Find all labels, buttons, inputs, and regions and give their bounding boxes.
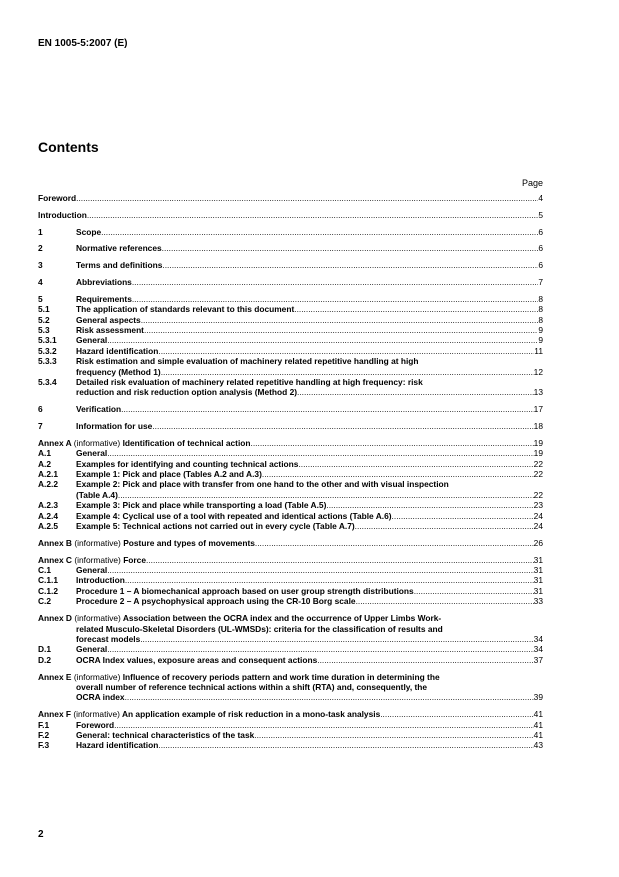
- annex-label: Annex E: [38, 671, 72, 682]
- toc-entry-title: General: [76, 644, 108, 655]
- toc-entry-number: C.1.2: [38, 585, 59, 596]
- toc-entry-page: 37: [533, 654, 543, 665]
- toc-entry-page: 19: [533, 448, 543, 459]
- informative-label: (informative): [74, 537, 121, 548]
- toc-entry-title: Example 3: Pick and place while transporting a load (Table A.5): [76, 500, 327, 511]
- toc-entry-title: An application example of risk reduction in a mono-task analysis: [121, 709, 381, 720]
- toc-entry-page: 6: [538, 226, 543, 237]
- toc-entry[interactable]: [38, 294, 543, 304]
- toc-entry-title: Example 2: Pick and place with transfer from one hand to the other and with visual inspection: [76, 479, 449, 490]
- dot-leader: [392, 511, 534, 521]
- toc-entry-title: General: [76, 335, 108, 346]
- dot-leader: [152, 421, 533, 431]
- toc-entry[interactable]: [38, 335, 543, 345]
- toc-entry-title: Force: [123, 554, 146, 565]
- dot-leader: [162, 260, 538, 270]
- toc-entry-number: 5.3.1: [38, 335, 57, 346]
- toc-entry[interactable]: [38, 596, 543, 606]
- dot-leader: [158, 346, 534, 356]
- page-column-label: Page: [521, 178, 543, 188]
- dot-leader: [380, 709, 533, 719]
- dot-leader: [107, 644, 533, 654]
- toc-entry-title: Abbreviations: [76, 276, 132, 287]
- toc-entry-page: 13: [533, 387, 543, 398]
- toc-entry-page: 6: [538, 260, 543, 271]
- annex-label: Annex B: [38, 537, 72, 548]
- toc-entry-page: 31: [533, 585, 543, 596]
- dot-leader: [76, 193, 538, 203]
- toc-entry[interactable]: [38, 672, 543, 703]
- toc-entry-number: D.2: [38, 654, 52, 665]
- toc-entry-title: General: [76, 565, 108, 576]
- toc-entry-title: Procedure 1 – A biomechanical approach based on user group strength distributions: [76, 585, 414, 596]
- toc-entry-page: 17: [533, 404, 543, 415]
- document-header: EN 1005-5:2007 (E): [38, 38, 128, 49]
- dot-leader: [121, 404, 534, 414]
- toc-entry-page: 8: [538, 314, 543, 325]
- toc-entry-page: 31: [533, 565, 543, 576]
- toc-entry-title: Posture and types of movements: [123, 537, 255, 548]
- toc-entry-number: 7: [38, 421, 43, 432]
- toc-entry-title: frequency (Method 1): [76, 366, 161, 377]
- toc-entry-title: Example 5: Technical actions not carried out in every cycle (Table A.7): [76, 521, 355, 532]
- dot-leader: [326, 500, 533, 510]
- page-title: Contents: [38, 139, 99, 155]
- toc-entry-number: 1: [38, 226, 43, 237]
- toc-entry[interactable]: [38, 260, 543, 270]
- informative-label: (informative): [74, 554, 121, 565]
- dot-leader: [355, 521, 534, 531]
- toc-entry-page: 43: [533, 740, 543, 751]
- toc-entry-page: 4: [538, 193, 543, 203]
- toc-entry-page: 12: [533, 366, 543, 377]
- dot-leader: [294, 304, 538, 314]
- toc-entry-number: 5.3: [38, 325, 50, 335]
- toc-entry-title: Foreword: [38, 193, 77, 203]
- dot-leader: [107, 565, 533, 575]
- toc-entry-page: 34: [533, 644, 543, 655]
- toc-entry-page: 24: [533, 521, 543, 532]
- toc-entry-page: 24: [533, 510, 543, 521]
- toc-entry-title: Risk estimation and simple evaluation of machinery related repetitive handling at high: [76, 356, 419, 367]
- toc-entry-page: 39: [533, 692, 543, 703]
- dot-leader: [140, 634, 533, 644]
- toc-entry-title: Identification of technical action: [122, 437, 251, 448]
- dot-leader: [125, 692, 534, 702]
- dot-leader: [251, 438, 534, 448]
- dot-leader: [162, 243, 539, 253]
- toc-entry-number: A.2.3: [38, 500, 59, 511]
- toc-entry-number: C.1.1: [38, 575, 59, 586]
- toc-entry[interactable]: [38, 315, 543, 325]
- toc-entry[interactable]: [38, 538, 543, 548]
- toc-entry-title: related Musculo-Skeletal Disorders (UL-WMSDs): criteria for the classification of results and: [76, 623, 443, 634]
- toc-entry[interactable]: [38, 438, 543, 448]
- toc-entry-number: A.2: [38, 458, 52, 469]
- page-number: 2: [38, 829, 44, 840]
- dot-leader: [414, 586, 534, 596]
- toc-entry-title: The application of standards relevant to this document: [76, 304, 295, 315]
- toc-entry-title: Introduction: [38, 209, 87, 220]
- toc-entry-page: 41: [533, 719, 543, 730]
- toc-entry-title: Example 4: Cyclical use of a tool with repeated and identical actions (Table A.6): [76, 510, 392, 521]
- toc-entry-number: 5.2: [38, 314, 50, 325]
- dot-leader: [254, 730, 533, 740]
- dot-leader: [125, 575, 534, 585]
- dot-leader: [107, 448, 533, 458]
- toc-entry[interactable]: [38, 421, 543, 431]
- toc-entry[interactable]: [38, 575, 543, 585]
- toc-entry[interactable]: [38, 511, 543, 521]
- toc-entry-page: 22: [533, 469, 543, 480]
- toc-entry-number: A.2.5: [38, 521, 59, 532]
- dot-leader: [356, 596, 534, 606]
- toc-entry-title: reduction and risk reduction option analysis (Method 2): [76, 387, 298, 398]
- informative-label: (informative): [73, 437, 121, 448]
- informative-label: (informative): [74, 613, 121, 624]
- dot-leader: [317, 655, 533, 665]
- toc-entry-title: Introduction: [76, 575, 125, 586]
- toc-entry-page: 8: [538, 293, 543, 304]
- toc-entry[interactable]: [38, 325, 543, 335]
- toc-entry-title: Hazard identification: [76, 740, 159, 751]
- toc-entry-page: 22: [533, 458, 543, 469]
- toc-entry-title: General aspects: [76, 314, 141, 325]
- toc-entry-page: 31: [533, 554, 543, 565]
- toc-entry-page: 23: [533, 500, 543, 511]
- toc-entry-page: 7: [538, 276, 543, 287]
- toc-entry[interactable]: [38, 304, 543, 314]
- toc-entry-number: 3: [38, 260, 43, 271]
- toc-entry-number: A.2.1: [38, 469, 59, 480]
- toc-entry[interactable]: [38, 565, 543, 575]
- dot-leader: [101, 227, 538, 237]
- toc-entry[interactable]: [38, 586, 543, 596]
- toc-entry[interactable]: [38, 277, 543, 287]
- toc-entry[interactable]: [38, 613, 543, 644]
- dot-leader: [298, 459, 533, 469]
- toc-entry[interactable]: [38, 500, 543, 510]
- toc-entry[interactable]: [38, 521, 543, 531]
- toc-entry-number: 4: [38, 276, 43, 287]
- toc-entry-title: Normative references: [76, 243, 162, 254]
- toc-entry[interactable]: [38, 210, 543, 220]
- dot-leader: [146, 555, 534, 565]
- toc-entry-number: 5.3.4: [38, 377, 57, 388]
- dot-leader: [132, 277, 538, 287]
- toc-entry[interactable]: [38, 709, 543, 719]
- table-of-contents: [38, 193, 543, 751]
- toc-entry-page: 8: [538, 304, 543, 315]
- dot-leader: [118, 490, 534, 500]
- toc-entry-number: 6: [38, 404, 43, 415]
- toc-entry-page: 9: [538, 325, 543, 335]
- toc-entry-number: 2: [38, 243, 43, 254]
- toc-entry-title: Scope: [76, 226, 102, 237]
- toc-entry[interactable]: [38, 243, 543, 253]
- toc-entry-page: 5: [538, 209, 543, 220]
- dot-leader: [297, 387, 534, 397]
- toc-entry-title: Hazard identification: [76, 345, 159, 356]
- toc-entry-page: 19: [533, 437, 543, 448]
- toc-entry[interactable]: [38, 346, 543, 356]
- dot-leader: [262, 469, 534, 479]
- informative-label: (informative): [73, 709, 120, 720]
- toc-entry-page: 26: [533, 537, 543, 548]
- dot-leader: [87, 210, 538, 220]
- toc-entry-number: F.1: [38, 719, 50, 730]
- toc-entry[interactable]: [38, 404, 543, 414]
- toc-entry-title: Influence of recovery periods pattern and work time duration in determining the: [122, 671, 440, 682]
- annex-label: Annex F: [38, 709, 72, 720]
- toc-entry-page: 22: [533, 489, 543, 500]
- toc-entry-title: OCRA Index values, exposure areas and consequent actions: [76, 654, 318, 665]
- toc-entry[interactable]: [38, 479, 543, 500]
- toc-entry[interactable]: [38, 730, 543, 740]
- toc-entry-title: Association between the OCRA index and the occurrence of Upper Limbs Work-: [122, 613, 442, 624]
- toc-entry-number: F.3: [38, 740, 50, 751]
- toc-entry-title: Information for use: [76, 421, 153, 432]
- dot-leader: [132, 294, 538, 304]
- annex-label: Annex A: [38, 437, 72, 448]
- toc-entry-number: D.1: [38, 644, 52, 655]
- dot-leader: [141, 315, 539, 325]
- toc-entry-title: General: technical characteristics of the task: [76, 729, 255, 740]
- dot-leader: [161, 367, 534, 377]
- toc-entry-title: Foreword: [76, 719, 115, 730]
- annex-label: Annex D: [38, 613, 72, 624]
- toc-entry-number: A.1: [38, 448, 52, 459]
- toc-entry-title: Risk assessment: [76, 325, 144, 335]
- toc-entry-title: General: [76, 448, 108, 459]
- toc-entry-title: Procedure 2 – A psychophysical approach using the CR-10 Borg scale: [76, 596, 356, 607]
- toc-entry-title: forecast models: [76, 633, 141, 644]
- toc-entry-page: 34: [533, 633, 543, 644]
- toc-entry-number: 5.1: [38, 304, 50, 315]
- toc-entry[interactable]: [38, 720, 543, 730]
- toc-entry-title: Verification: [76, 404, 122, 415]
- annex-label: Annex C: [38, 554, 72, 565]
- toc-entry[interactable]: [38, 356, 543, 377]
- toc-entry[interactable]: [38, 740, 543, 750]
- toc-entry[interactable]: [38, 448, 543, 458]
- toc-entry-title: (Table A.4): [76, 489, 118, 500]
- toc-entry-number: A.2.4: [38, 510, 59, 521]
- toc-entry[interactable]: [38, 227, 543, 237]
- toc-entry[interactable]: [38, 655, 543, 665]
- toc-entry-page: 18: [533, 421, 543, 432]
- toc-entry-number: A.2.2: [38, 479, 59, 490]
- toc-entry-page: 41: [533, 709, 543, 720]
- toc-entry-number: C.2: [38, 596, 52, 607]
- toc-entry[interactable]: [38, 459, 543, 469]
- toc-entry-number: F.2: [38, 729, 50, 740]
- toc-entry-title: OCRA index: [76, 692, 125, 703]
- toc-entry-title: Detailed risk evaluation of machinery related repetitive handling at high frequency: risk: [76, 377, 423, 388]
- toc-entry-number: 5.3.3: [38, 356, 57, 367]
- toc-entry-page: 6: [538, 243, 543, 254]
- toc-entry-title: Example 1: Pick and place (Tables A.2 and A.3): [76, 469, 262, 480]
- toc-entry-title: Examples for identifying and counting technical actions: [76, 458, 299, 469]
- dot-leader: [255, 538, 534, 548]
- toc-entry-title: Terms and definitions: [76, 260, 163, 271]
- toc-entry[interactable]: [38, 469, 543, 479]
- toc-entry-title: Requirements: [76, 293, 132, 304]
- toc-entry-page: 31: [533, 575, 543, 586]
- toc-entry[interactable]: [38, 644, 543, 654]
- toc-entry-page: 41: [533, 729, 543, 740]
- dot-leader: [114, 720, 534, 730]
- toc-entry[interactable]: [38, 193, 543, 203]
- toc-entry-page: 9: [538, 335, 543, 346]
- informative-label: (informative): [73, 671, 121, 682]
- toc-entry-number: 5.3.2: [38, 345, 57, 356]
- toc-entry-title: overall number of reference technical actions within a shift (RTA) and, consequently, the: [76, 681, 428, 692]
- dot-leader: [107, 335, 538, 345]
- toc-entry-number: 5: [38, 293, 43, 304]
- toc-entry[interactable]: [38, 555, 543, 565]
- dot-leader: [158, 740, 533, 750]
- toc-entry-number: C.1: [38, 565, 52, 576]
- toc-entry-page: 11: [534, 345, 543, 356]
- toc-entry[interactable]: [38, 377, 543, 398]
- toc-entry-page: 33: [533, 596, 543, 607]
- dot-leader: [144, 325, 538, 335]
